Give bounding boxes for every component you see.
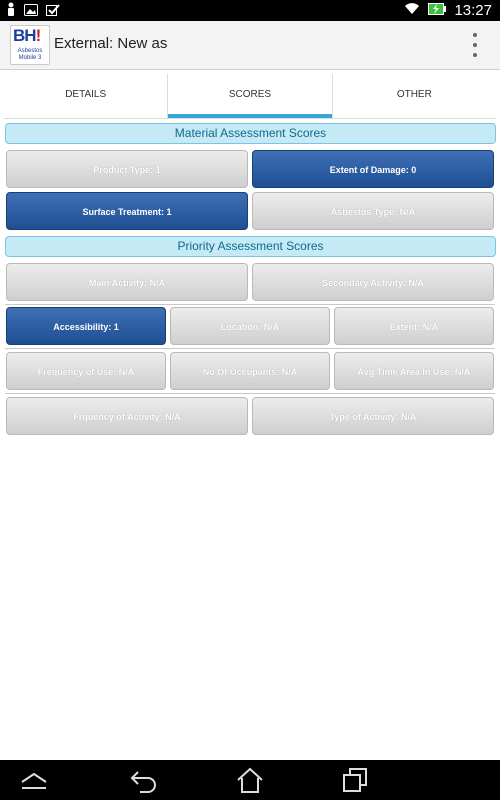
menu-chevron-icon[interactable] bbox=[18, 766, 50, 794]
app-logo[interactable] bbox=[10, 25, 50, 65]
tab-other[interactable]: OTHER bbox=[396, 89, 432, 100]
product-type-button[interactable]: Product Type: 1 bbox=[6, 150, 248, 188]
wifi-icon bbox=[404, 1, 420, 20]
row-divider bbox=[5, 348, 495, 349]
type-of-activity-button[interactable]: Type of Activity: N/A bbox=[252, 397, 494, 435]
action-bar bbox=[0, 21, 500, 70]
notification-person-icon bbox=[6, 2, 16, 21]
overflow-menu-icon[interactable] bbox=[472, 33, 478, 57]
main-activity-button[interactable]: Main Activity: N/A bbox=[6, 263, 248, 301]
logo-text: BH! bbox=[13, 26, 41, 45]
status-bar bbox=[0, 0, 500, 21]
logo-subtitle-1: Asbestos bbox=[17, 48, 43, 54]
logo-subtitle-2: Mobile 3 bbox=[18, 55, 42, 61]
notification-checkbox-icon bbox=[46, 3, 60, 21]
row-divider bbox=[5, 393, 495, 394]
frequency-of-use-button[interactable]: Frequency of Use: N/A bbox=[6, 352, 166, 390]
tab-scores[interactable]: SCORES bbox=[168, 74, 332, 118]
page-title: External: New as bbox=[54, 35, 168, 52]
accessibility-button[interactable]: Accessibility: 1 bbox=[6, 307, 166, 345]
tab-bar bbox=[4, 74, 496, 119]
status-time: 13:27 bbox=[454, 2, 492, 19]
asbestos-type-button[interactable]: Asbestos Type: N/A bbox=[252, 192, 494, 230]
row-divider bbox=[5, 304, 495, 305]
priority-assessment-header: Priority Assessment Scores bbox=[5, 236, 496, 257]
extent-of-damage-button[interactable]: Extent of Damage: 0 bbox=[252, 150, 494, 188]
extent-button[interactable]: Extent: N/A bbox=[334, 307, 494, 345]
recent-apps-icon[interactable] bbox=[340, 766, 372, 794]
frequency-of-activity-button[interactable]: Frquency of Activity: N/A bbox=[6, 397, 248, 435]
no-of-occupants-button[interactable]: No Of Occupants: N/A bbox=[170, 352, 330, 390]
tab-details[interactable]: DETAILS bbox=[4, 74, 168, 118]
secondary-activity-button[interactable]: Secondary Activity: N/A bbox=[252, 263, 494, 301]
battery-charging-icon bbox=[428, 2, 446, 20]
system-nav-bar bbox=[0, 760, 500, 800]
notification-image-icon bbox=[24, 3, 38, 21]
material-assessment-header: Material Assessment Scores bbox=[5, 123, 496, 144]
avg-time-area-in-use-button[interactable]: Avg Time Area In Use: N/A bbox=[334, 352, 494, 390]
location-button[interactable]: Location: N/A bbox=[170, 307, 330, 345]
surface-treatment-button[interactable]: Surface Treatment: 1 bbox=[6, 192, 248, 230]
back-icon[interactable] bbox=[128, 766, 160, 794]
home-icon[interactable] bbox=[234, 766, 266, 794]
